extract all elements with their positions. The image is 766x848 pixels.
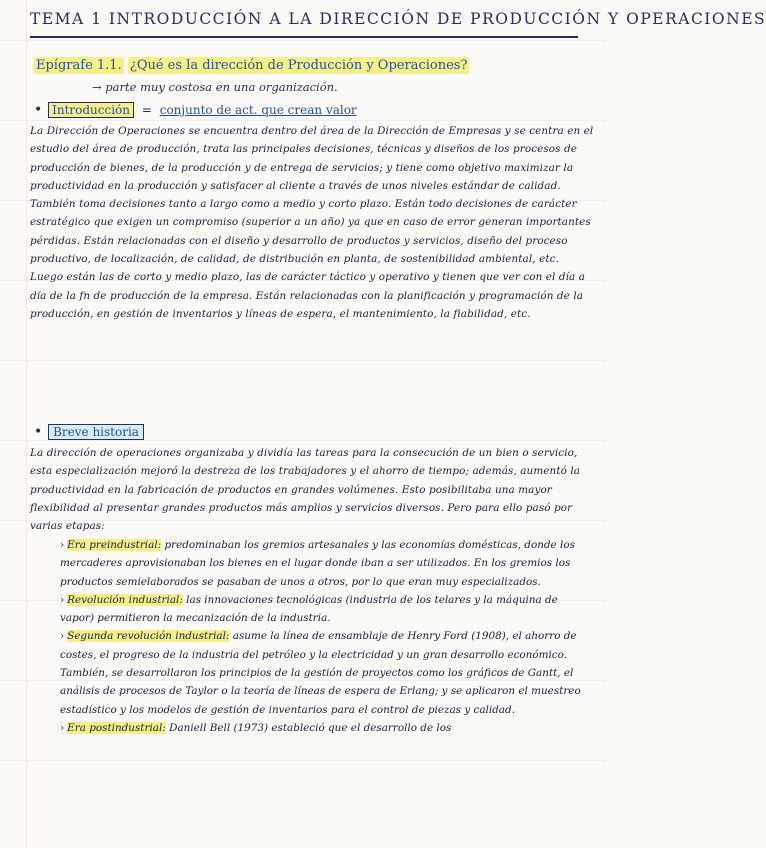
arrow-icon: › [60,539,65,551]
history-body [30,444,596,535]
stage-name: Segunda revolución industrial: [67,630,230,643]
intro-paragraph: Luego están las de corto y medio plazo, las de carácter táctico y operativo y tienen que ver con el día a día de la fn de producción de la empresa. Están relacionadas con la planificación y programación de la producción, en gestión de inventarios y líneas de espera, el mantenimiento, la fiabilidad, etc. [30,271,586,320]
intro-paragraph: La Dirección de Operaciones se encuentra dentro del área de la Dirección de Empresas y se centra en el estudio del área de producción, trata las principales decisiones, técnicas y diseños de los procesos de producción de bienes, de la producción y de entrega de servicios; y tiene como objetivo maximizar la productividad en la producción y satisfacer al cliente a través de unos niveles estándar de calidad. [30,125,594,192]
stage-item [60,536,594,591]
stage-name: Era postindustrial: [67,721,166,734]
epigrafe-label: Epígrafe 1.1. [36,58,122,73]
stage-text: predominaban los gremios artesanales y las economías domésticas, donde los mercaderes aprovisionaban los bienes en el lugar donde iban a ser utilizados. En los gremios los productos semielaborados se pasaban de unos a otros, por lo que eran muy especializados. [60,539,575,588]
equals-sign: = [141,103,152,117]
history-stages [60,536,594,737]
intro-body [30,122,596,323]
ruled-line [0,760,605,761]
bullet-icon: • [34,102,43,118]
stage-item [60,719,594,737]
stage-text: asume la línea de ensamblaje de Henry Ford (1908), el ahorro de costes, el progreso de la industria del petróleo y la electricidad y un gran desarrollo económico. También, se desarrollaron los principios de la gestión de proyectos como los gráficos de Gantt, el análisis de procesos de Taylor o la teoría de líneas de espera de Erlang; y se aplicaron el muestreo estadístico y los modelos de gestión de inventarios para el control de piezas y calidad. [60,630,581,716]
stage-name: Revolución industrial: [67,593,183,606]
intro-heading [34,102,357,118]
arrow-icon: › [60,630,65,643]
epigrafe-heading [34,58,594,73]
arrow-icon: › [60,593,65,606]
intro-paragraph: También toma decisiones tanto a largo como a medio y corto plazo. Están todo decisiones de carácter estratégico que exigen un compromiso (superior a un año) ya que en caso de error generan importantes pérdidas. Están relacionadas con el diseño y desarrollo de productos y servicios, diseño del proceso productivo, de localización, de calidad, de distribución en planta, de sostenibilidad ambiental, etc. [30,198,591,266]
intro-definition: conjunto de act. que crean valor [159,103,357,117]
stage-item [60,627,594,718]
title-underline [30,36,578,38]
intro-tag: Introducción [48,102,134,118]
stage-item [60,591,594,628]
history-tag: Breve historia [48,424,144,440]
ruled-line [0,360,605,361]
history-heading [34,424,144,440]
arrow-icon: › [60,721,65,734]
stage-name: Era preindustrial: [67,539,162,551]
ruled-line [0,40,605,41]
bullet-icon: • [34,424,43,440]
ruled-line [0,440,605,441]
epigrafe-note: → parte muy costosa en una organización. [92,80,338,94]
epigrafe-question: ¿Qué es la dirección de Producción y Operaciones? [129,58,468,73]
history-paragraph: La dirección de operaciones organizaba y dividía las tareas para la consecución de un bien o servicio, esta especialización mejoró la destreza de los trabajadores y el ahorro de tiempo; además, aumentó la productividad en la fabricación de productos en grandes volúmenes. Esto posibilitaba una mayor flexibilidad al presentar grandes productos más amplios y servicios diversos. Pero para ello pasó por varias etapas: [30,447,581,533]
stage-text: Daniell Bell (1973) estableció que el desarrollo de los [169,721,452,734]
stage-text: las innovaciones tecnológicas (industria de los telares y la máquina de vapor) permitieron la mecanización de la industria. [60,593,558,625]
ruled-line [0,120,605,121]
margin-line [26,0,27,848]
page-title: TEMA 1 INTRODUCCIÓN A LA DIRECCIÓN DE PRODUCCIÓN Y OPERACIONES [30,10,766,28]
